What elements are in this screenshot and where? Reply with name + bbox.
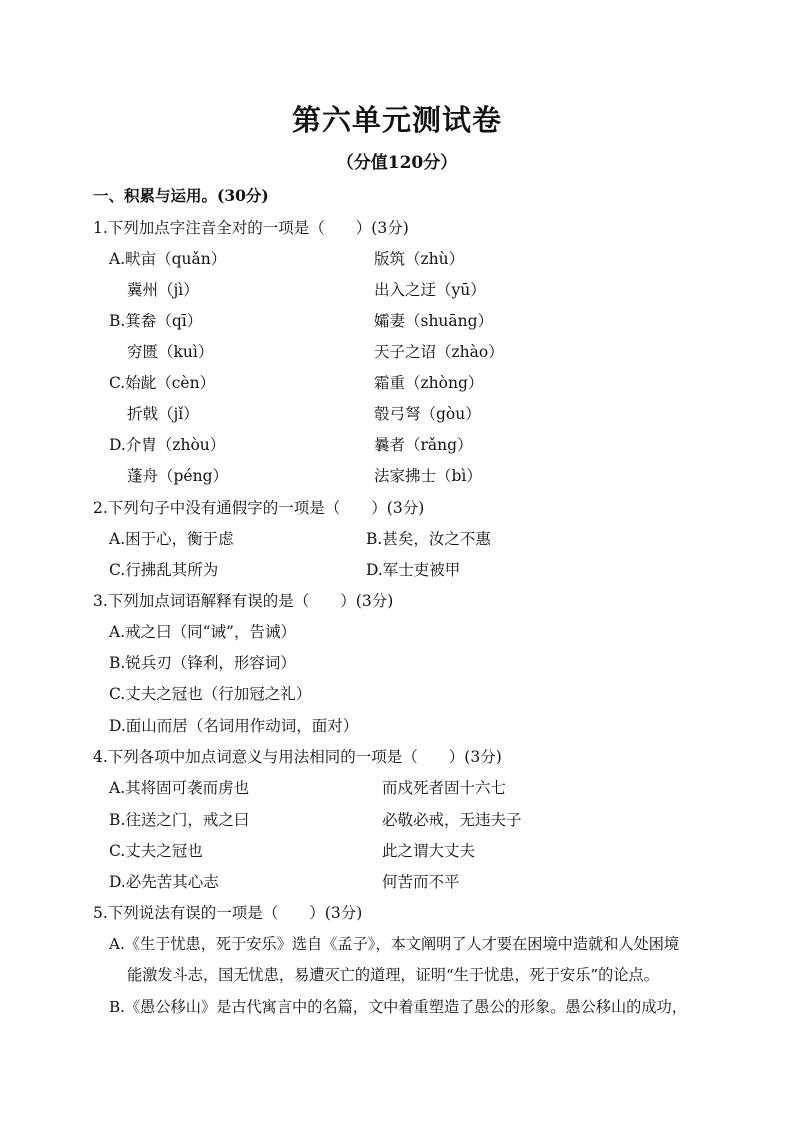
section-heading: 一、积累与运用。(30分) — [93, 186, 269, 205]
q1-option-a-right-2: 出入之迂（yū） — [374, 281, 486, 299]
q1-option-a-left: A.畎亩（quǎn） — [109, 250, 227, 268]
q4-option-d-left: D.必先苦其心志 — [109, 873, 219, 891]
question-2-stem: 2.下列句子中没有通假字的一项是（ ）(3分) — [93, 499, 425, 517]
q4-option-a-left: A.其将固可袭而虏也 — [109, 779, 250, 797]
q5-option-a-line-2: 能激发斗志，国无忧患，易遭灭亡的道理，证明“生于忧患，死于安乐”的论点。 — [127, 966, 659, 984]
q2-option-b: B.甚矣，汝之不惠 — [366, 530, 491, 548]
q1-option-b-right-2: 天子之诏（zhào） — [374, 343, 504, 361]
q1-option-c-right-2: 彀弓弩（gòu） — [374, 405, 481, 423]
page-subtitle: （分值120分） — [336, 153, 458, 173]
q2-option-d: D.军士吏被甲 — [366, 561, 461, 579]
q2-option-c: C.行拂乱其所为 — [109, 561, 219, 579]
q4-option-c-left: C.丈夫之冠也 — [109, 842, 203, 860]
q1-option-d-left: D.介胄（zhòu） — [109, 436, 226, 454]
page-title: 第六单元测试卷 — [291, 103, 502, 137]
q2-option-a: A.困于心，衡于虑 — [109, 530, 234, 548]
question-3-stem: 3.下列加点词语解释有误的是（ ）(3分) — [93, 592, 394, 610]
q1-option-c-right: 霜重（zhòng） — [374, 374, 484, 392]
q1-option-b-right: 孀妻（shuāng） — [374, 312, 494, 330]
q1-option-d-right-2: 法家拂士（bì） — [374, 467, 482, 485]
q1-option-d-left-2: 蓬舟（péng） — [127, 467, 229, 485]
q3-option-d: D.面山而居（名词用作动词，面对） — [109, 717, 359, 735]
q4-option-b-left: B.往送之门，戒之曰 — [109, 811, 250, 829]
q1-option-c-left-2: 折戟（jǐ） — [127, 405, 199, 423]
q1-option-a-left-2: 冀州（jì） — [127, 281, 199, 299]
q4-option-c-right: 此之谓大丈夫 — [382, 842, 476, 860]
q1-option-d-right: 曩者（rǎng） — [374, 436, 473, 454]
question-1-stem: 1.下列加点字注音全对的一项是（ ）(3分) — [93, 219, 409, 237]
q5-option-a-line-1: A.《生于忧患，死于安乐》选自《孟子》，本文阐明了人才要在困境中造就和人处困境 — [109, 935, 680, 953]
q1-option-b-left: B.箕畚（qī） — [109, 312, 203, 330]
q3-option-b: B.锐兵刃（锋利，形容词） — [109, 654, 296, 672]
q4-option-a-right: 而戍死者固十六七 — [382, 779, 507, 797]
question-5-stem: 5.下列说法有误的一项是（ ）(3分) — [93, 904, 363, 922]
q4-option-d-right: 何苦而不平 — [382, 873, 460, 891]
q3-option-a: A.戒之曰（同“诫”，告诫） — [109, 623, 296, 641]
q1-option-a-right: 版筑（zhù） — [374, 250, 465, 268]
q5-option-b-line-1: B.《愚公移山》是古代寓言中的名篇，文中着重塑造了愚公的形象。愚公移山的成功， — [109, 998, 687, 1016]
q3-option-c: C.丈夫之冠也（行加冠之礼） — [109, 685, 312, 703]
q1-option-c-left: C.始龀（cèn） — [109, 374, 216, 392]
q1-option-b-left-2: 穷匮（kuì） — [127, 343, 214, 361]
q4-option-b-right: 必敬必戒，无违夫子 — [382, 811, 522, 829]
question-4-stem: 4.下列各项中加点词意义与用法相同的一项是（ ）(3分) — [93, 748, 502, 766]
